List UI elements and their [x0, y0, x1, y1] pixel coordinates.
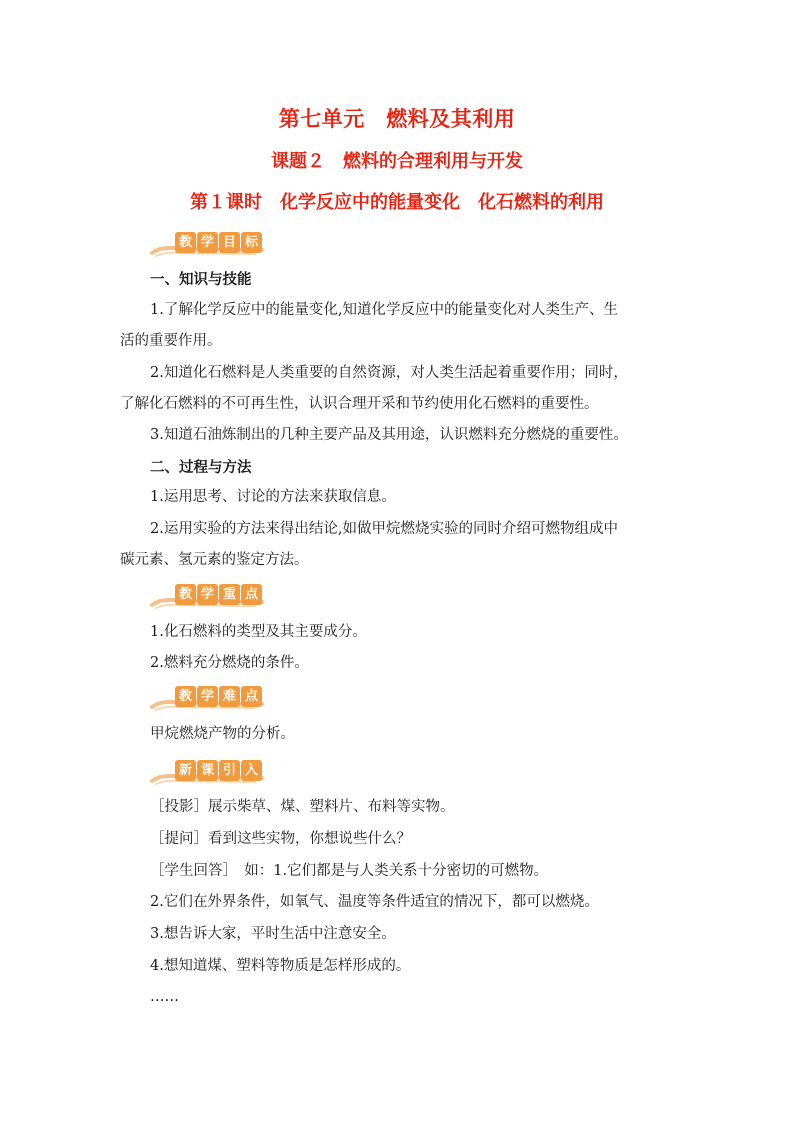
section-heading-knowledge-skills: 一、知识与技能: [150, 272, 252, 288]
badge-char: 引: [219, 760, 240, 781]
badge-char: 课: [197, 760, 218, 781]
badge-char: 学: [197, 686, 218, 707]
badge-char: 入: [241, 760, 262, 781]
paragraph: 活的重要作用。: [120, 333, 222, 349]
paragraph: 甲烷燃烧产物的分析。: [150, 726, 295, 742]
badge-char: 点: [241, 686, 262, 707]
paragraph: 1.了解化学反应中的能量变化,知道化学反应中的能量变化对人类生产、生: [150, 302, 618, 318]
paragraph: 2.它们在外界条件，如氧气、温度等条件适宜的情况下，都可以燃烧。: [150, 894, 599, 910]
paragraph: 碳元素、氢元素的鉴定方法。: [120, 552, 309, 568]
badge-char: 教: [175, 686, 196, 707]
badge-key-points: [150, 581, 270, 611]
paragraph: 4.想知道煤、塑料等物质是怎样形成的。: [150, 958, 411, 974]
badge-teaching-objectives: [150, 229, 270, 259]
paragraph: 了解化石燃料的不可再生性，认识合理开采和节约使用化石燃料的重要性。: [120, 396, 599, 412]
badge-char: 目: [219, 232, 240, 253]
badge-char: 学: [197, 232, 218, 253]
badge-char: 点: [241, 584, 262, 605]
badge-char: 学: [197, 584, 218, 605]
badge-char: 标: [241, 232, 262, 253]
badge-char: 难: [219, 686, 240, 707]
paragraph: 2.燃料充分燃烧的条件。: [150, 655, 309, 671]
badge-difficulties: [150, 683, 270, 713]
unit-title: 第七单元 燃料及其利用: [278, 107, 516, 131]
paragraph: ［学生回答］ 如：1.它们都是与人类关系十分密切的可燃物。: [150, 863, 549, 879]
badge-char: 重: [219, 584, 240, 605]
paragraph: 2.知道化石燃料是人类重要的自然资源，对人类生活起着重要作用；同时，: [150, 365, 628, 381]
badge-char: 新: [175, 760, 196, 781]
topic-title: 课题２ 燃料的合理利用与开发: [271, 151, 523, 172]
paragraph: 1.化石燃料的类型及其主要成分。: [150, 624, 367, 640]
paragraph: 3.知道石油炼制出的几种主要产品及其用途，认识燃料充分燃烧的重要性。: [150, 427, 628, 443]
paragraph: 3.想告诉大家，平时生活中注意安全。: [150, 926, 396, 942]
badge-lesson-intro: [150, 757, 270, 787]
paragraph: 2.运用实验的方法来得出结论,如做甲烷燃烧实验的同时介绍可燃物组成中: [150, 521, 618, 537]
section-heading-process-methods: 二、过程与方法: [150, 460, 252, 476]
paragraph: ［提问］看到这些实物，你想说些什么？: [150, 831, 411, 847]
paragraph: ［投影］展示柴草、煤、塑料片、布料等实物。: [150, 799, 455, 815]
paragraph: 1.运用思考、讨论的方法来获取信息。: [150, 489, 396, 505]
badge-char: 教: [175, 232, 196, 253]
lesson-title: 第１课时 化学反应中的能量变化 化石燃料的利用: [190, 192, 604, 213]
badge-char: 教: [175, 584, 196, 605]
ellipsis: ……: [150, 989, 179, 1005]
